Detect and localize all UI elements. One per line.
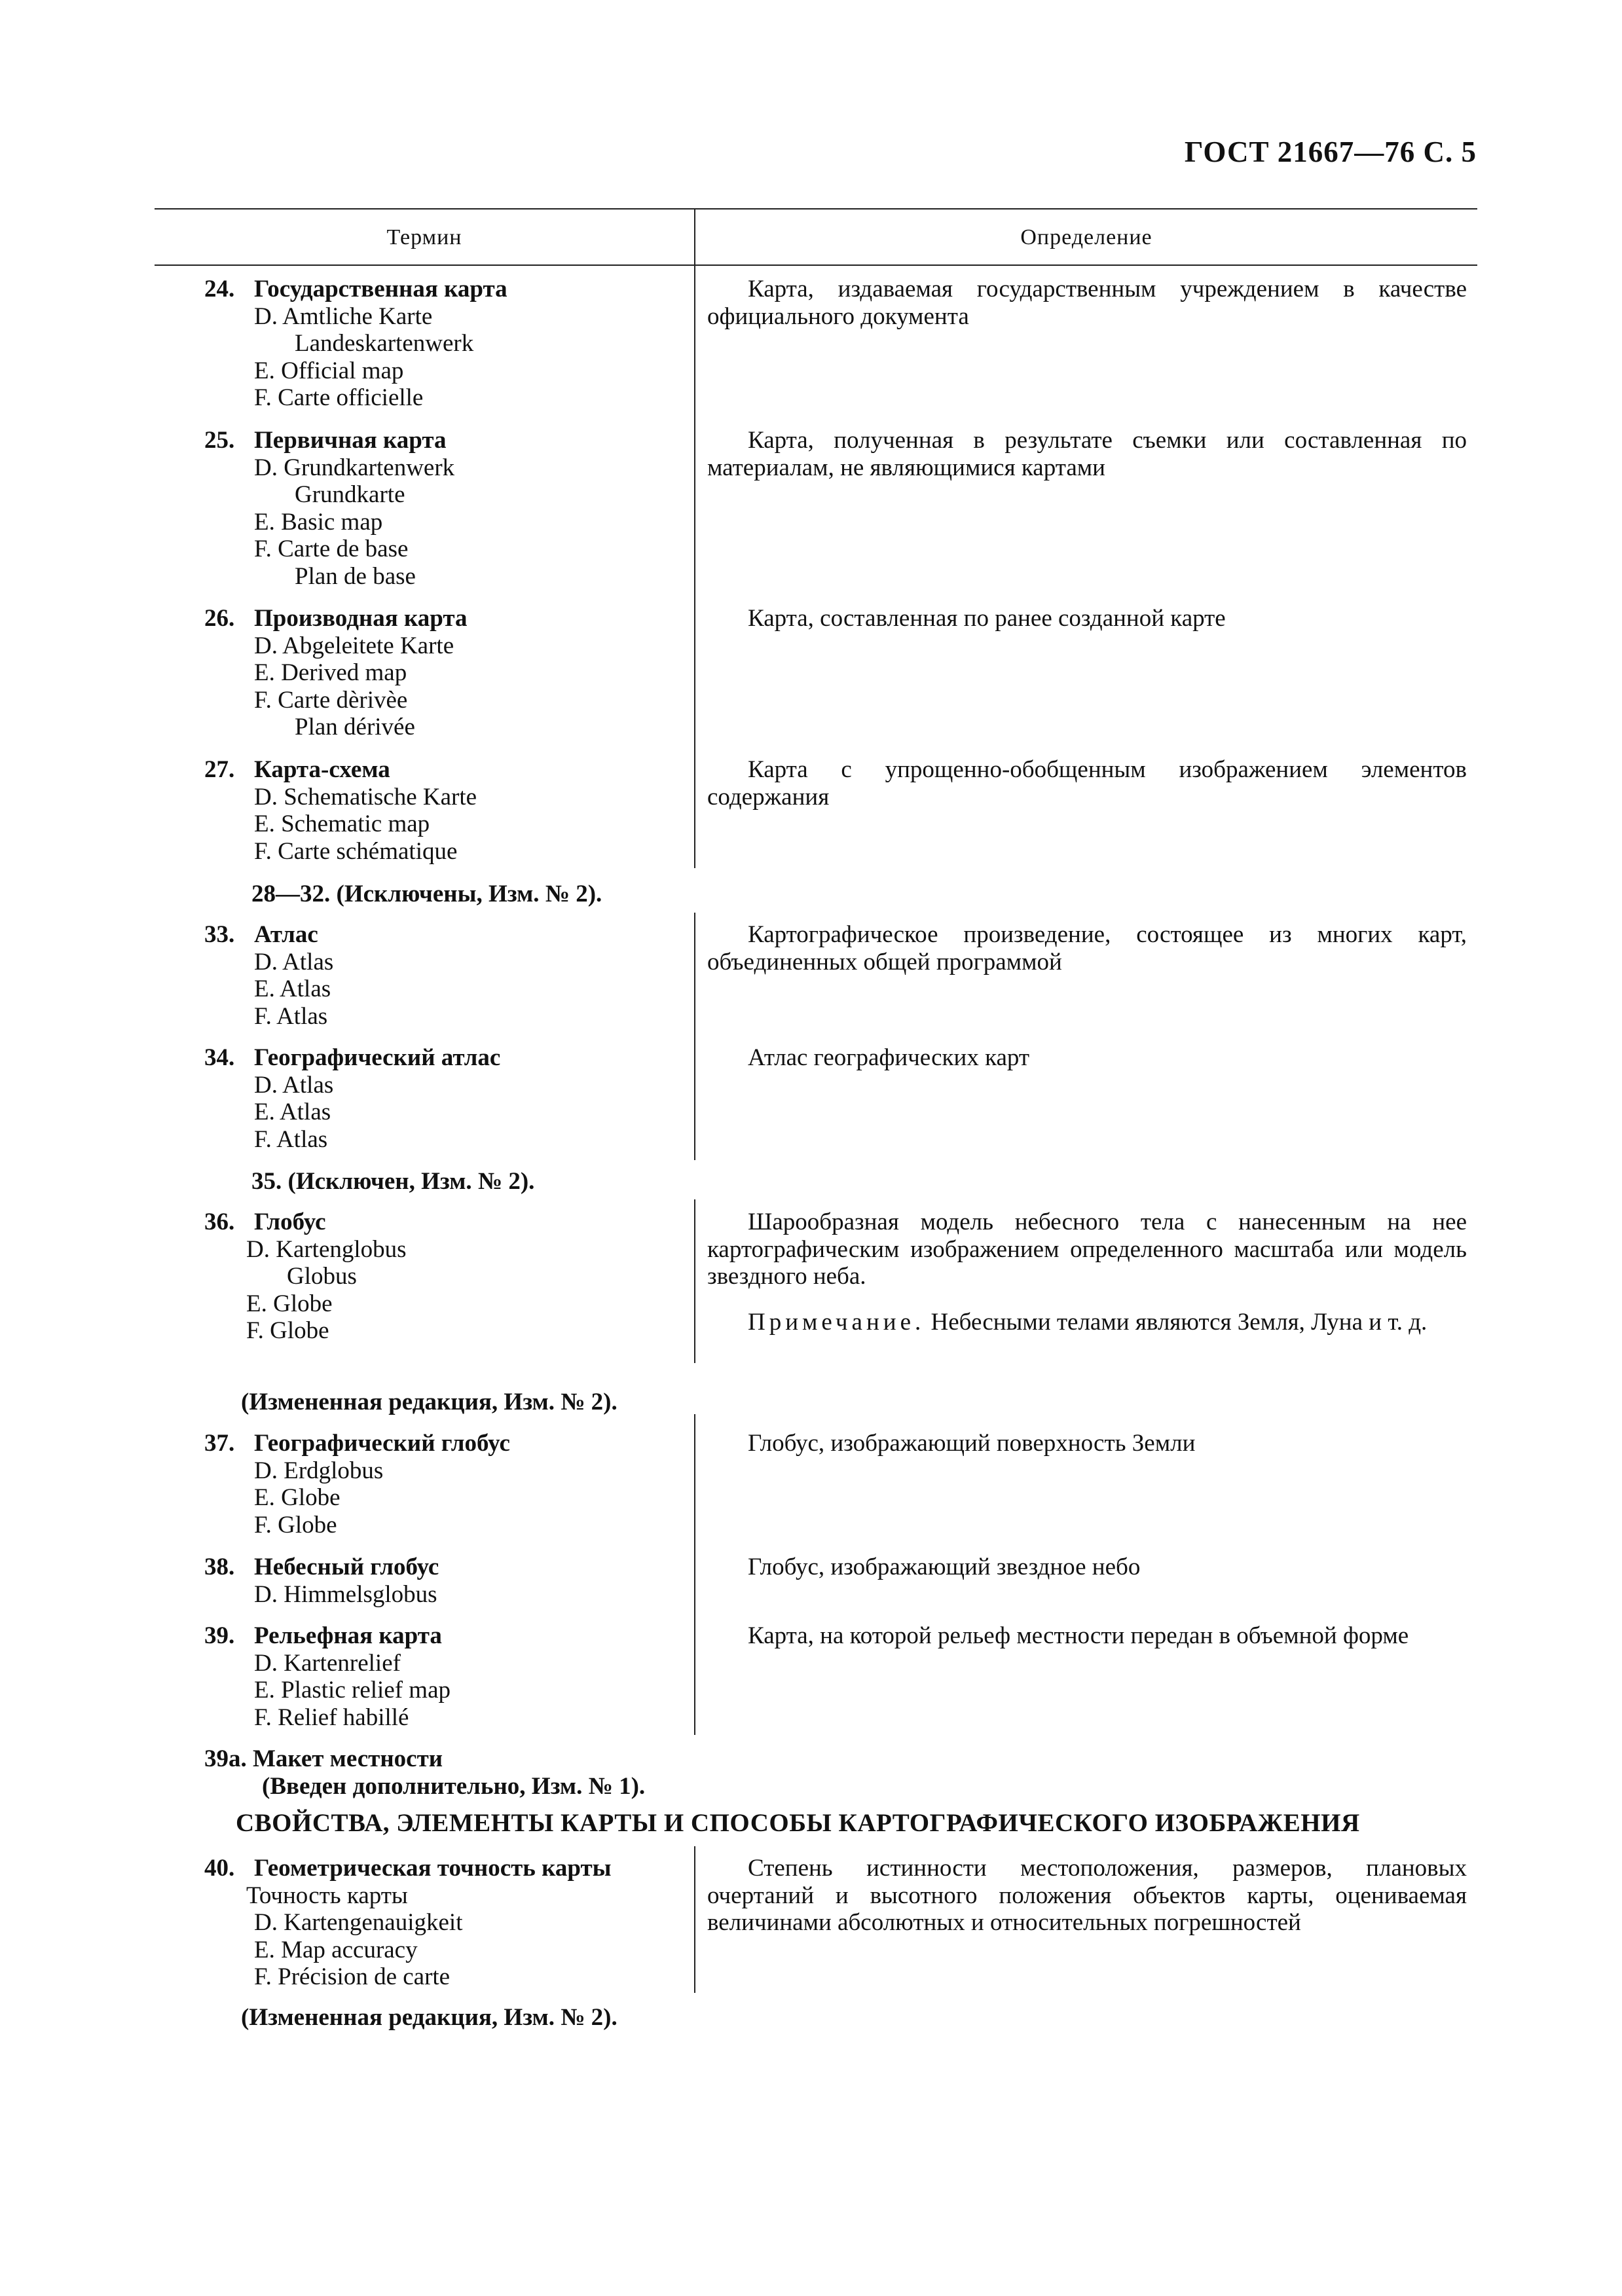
term-title — [204, 1044, 500, 1072]
term-cell — [204, 1209, 407, 1345]
term-title — [204, 1209, 407, 1236]
definition-cell — [707, 1430, 1467, 1457]
equivalent-line — [204, 1236, 407, 1264]
excluded-note: 28—32. (Исключены, Изм. № 2). — [251, 881, 602, 907]
term-number: 34. — [204, 1044, 235, 1071]
column-divider — [694, 1846, 695, 1993]
definition-text: Карта, полученная в результате съемки или составленная по материалам, не являющимися картами — [707, 427, 1467, 481]
equivalent-line: E. Map accuracy — [254, 1936, 418, 1963]
equivalent-line: E. Plastic relief map — [254, 1677, 451, 1704]
term-39a: 39а. Макет местности — [204, 1745, 443, 1772]
equivalent-line: F. Carte schématique — [254, 837, 458, 865]
equivalent-continuation: Landeskartenwerk — [295, 330, 474, 357]
definition-cell — [707, 605, 1467, 632]
equivalent-line: E. Atlas — [254, 1099, 331, 1125]
equivalent-line — [204, 1290, 407, 1318]
term-title — [204, 1430, 510, 1457]
amendment-note: (Измененная редакция, Изм. № 2). — [241, 2004, 617, 2031]
term-number: 36. — [204, 1209, 235, 1235]
equivalent-line — [204, 1263, 407, 1290]
term-cell — [204, 1044, 500, 1153]
term-cell — [204, 605, 467, 741]
column-header-definition: Определение — [1020, 225, 1152, 249]
definition-text: Карта, составленная по ранее созданной карте — [748, 605, 1226, 632]
term-name: Небесный глобус — [254, 1554, 439, 1580]
column-divider — [694, 264, 695, 868]
term-cell — [204, 921, 333, 1030]
equivalent-line: F. Atlas — [254, 1125, 328, 1153]
note-label: Примечание. — [748, 1308, 925, 1336]
definition-note — [707, 1309, 1467, 1336]
equivalent-line: E. Basic map — [254, 508, 383, 536]
equivalent-line: E. Official map — [254, 357, 404, 384]
term-title — [204, 427, 454, 454]
equivalent-line: E. Globe — [254, 1484, 341, 1511]
definition-text: Атлас географических карт — [748, 1044, 1030, 1071]
term-title — [204, 1554, 439, 1581]
term-number: 37. — [204, 1430, 235, 1457]
table-top-rule — [155, 208, 1477, 210]
equivalent-line: D. Himmelsglobus — [254, 1580, 437, 1608]
definition-text: Степень истинности местоположения, размеров, плановых очертаний и высотного положения объектов карты, оцениваемая величинами абсолютных и относительных погрешностей — [707, 1855, 1467, 1936]
equivalent-line: D. Amtliche Karte — [254, 302, 433, 330]
term-number: 26. — [204, 605, 235, 632]
definition-cell — [707, 276, 1467, 330]
equivalent-text: F. Globe — [246, 1317, 329, 1344]
equivalent-continuation: Grundkarte — [295, 481, 405, 508]
definition-text: Карта, на которой рельеф местности передан в объемной форме — [748, 1622, 1409, 1649]
term-cell — [204, 1622, 451, 1731]
equivalent-line: F. Relief habillé — [254, 1704, 409, 1731]
definition-cell — [707, 1554, 1467, 1581]
equivalent-line — [204, 1317, 407, 1345]
definition-text: Шарообразная модель небесного тела с нанесенным на нее картографическим изображением определенного масштаба или модель звездного неба. — [707, 1209, 1467, 1290]
equivalent-line: E. Schematic map — [254, 811, 430, 837]
definition-text: Карта, издаваемая государственным учреждением в качестве официального документа — [707, 276, 1467, 330]
term-title — [204, 605, 467, 632]
term-title — [204, 276, 507, 303]
term-title — [204, 1855, 612, 1882]
page-header: ГОСТ 21667—76 С. 5 — [1184, 136, 1477, 168]
definition-text: Глобус, изображающий поверхность Земли — [748, 1430, 1196, 1457]
definition-cell — [707, 1044, 1467, 1072]
equivalent-line: D. Schematische Karte — [254, 783, 477, 811]
equivalent-line — [204, 563, 454, 591]
definition-text: Карта с упрощенно-обобщенным изображением элементов содержания — [707, 756, 1467, 811]
equivalent-line — [204, 330, 507, 357]
equivalent-line — [204, 714, 467, 741]
table-head-rule — [155, 264, 1477, 266]
equivalent-line: F. Carte officielle — [254, 384, 424, 411]
equivalent-line: F. Globe — [254, 1511, 337, 1539]
term-cell — [204, 1855, 612, 1991]
term-number: 33. — [204, 921, 235, 948]
definition-cell — [707, 1855, 1467, 1937]
equivalent-line — [204, 1882, 612, 1910]
column-header-term: Термин — [386, 225, 462, 249]
term-name: Производная карта — [254, 605, 468, 632]
equivalent-line: D. Kartenrelief — [254, 1649, 401, 1677]
term-number: 25. — [204, 427, 235, 454]
term-name: Геометрическая точность карты — [254, 1855, 612, 1882]
equivalent-line — [204, 481, 454, 509]
definition-cell — [707, 1622, 1467, 1650]
term-number: 39. — [204, 1622, 235, 1649]
equivalent-line: F. Carte dèrivèe — [254, 686, 408, 714]
term-number: 24. — [204, 276, 235, 302]
equivalent-line: E. Derived map — [254, 659, 407, 686]
equivalent-continuation: Plan dérivée — [295, 714, 415, 740]
equivalent-text: D. Kartenglobus — [246, 1235, 407, 1263]
equivalent-line: E. Atlas — [254, 975, 331, 1002]
equivalent-line: D. Erdglobus — [254, 1457, 384, 1484]
term-cell — [204, 1430, 510, 1539]
definition-cell — [707, 756, 1467, 811]
term-name: Рельефная карта — [254, 1622, 442, 1649]
definition-text: Глобус, изображающий звездное небо — [748, 1554, 1141, 1580]
note-text: Небесными телами являются Земля, Луна и т. д. — [931, 1308, 1428, 1336]
section-title: СВОЙСТВА, ЭЛЕМЕНТЫ КАРТЫ И СПОСОБЫ КАРТОГРАФИЧЕСКОГО ИЗОБРАЖЕНИЯ — [236, 1809, 1360, 1837]
equivalent-line: F. Atlas — [254, 1002, 328, 1030]
term-name: Первичная карта — [254, 427, 447, 454]
equivalent-line: D. Kartengenauigkeit — [254, 1909, 463, 1936]
term-name: Атлас — [254, 921, 318, 948]
column-divider — [694, 1414, 695, 1735]
definition-cell — [707, 921, 1467, 975]
equivalent-line: F. Carte de base — [254, 536, 409, 562]
term-title — [204, 921, 333, 949]
term-number: 38. — [204, 1554, 235, 1580]
term-cell — [204, 276, 507, 412]
equivalent-text: Точность карты — [246, 1882, 408, 1909]
term-name: Государственная карта — [254, 276, 507, 302]
definition-cell — [707, 1209, 1467, 1336]
definition-text: Картографическое произведение, состоящее из многих карт, объединенных общей программой — [707, 921, 1467, 975]
term-cell — [204, 1554, 439, 1608]
amendment-note: (Измененная редакция, Изм. № 2). — [241, 1389, 617, 1415]
term-name: Географический глобус — [254, 1430, 510, 1457]
term-title — [204, 756, 477, 784]
term-number: 27. — [204, 756, 235, 783]
equivalent-line: D. Grundkartenwerk — [254, 454, 455, 481]
excluded-note: 35. (Исключен, Изм. № 2). — [251, 1168, 535, 1195]
definition-cell — [707, 427, 1467, 481]
equivalent-continuation: Globus — [287, 1263, 357, 1290]
equivalent-line: D. Atlas — [254, 948, 334, 975]
amendment-note: (Введен дополнительно, Изм. № 1). — [262, 1773, 646, 1800]
term-title — [204, 1622, 451, 1650]
column-divider — [694, 1199, 695, 1363]
equivalent-line: D. Abgeleitete Karte — [254, 632, 454, 659]
term-cell — [204, 756, 477, 865]
equivalent-text: E. Globe — [246, 1290, 333, 1317]
equivalent-continuation: Plan de base — [295, 562, 416, 590]
term-name: Глобус — [254, 1209, 326, 1235]
term-name: Карта-схема — [254, 756, 390, 783]
term-cell — [204, 427, 454, 590]
column-divider — [694, 913, 695, 1160]
equivalent-line: D. Atlas — [254, 1071, 334, 1099]
equivalent-line: F. Précision de carte — [254, 1963, 451, 1990]
term-number: 40. — [204, 1855, 235, 1882]
term-name: Географический атлас — [254, 1044, 501, 1071]
